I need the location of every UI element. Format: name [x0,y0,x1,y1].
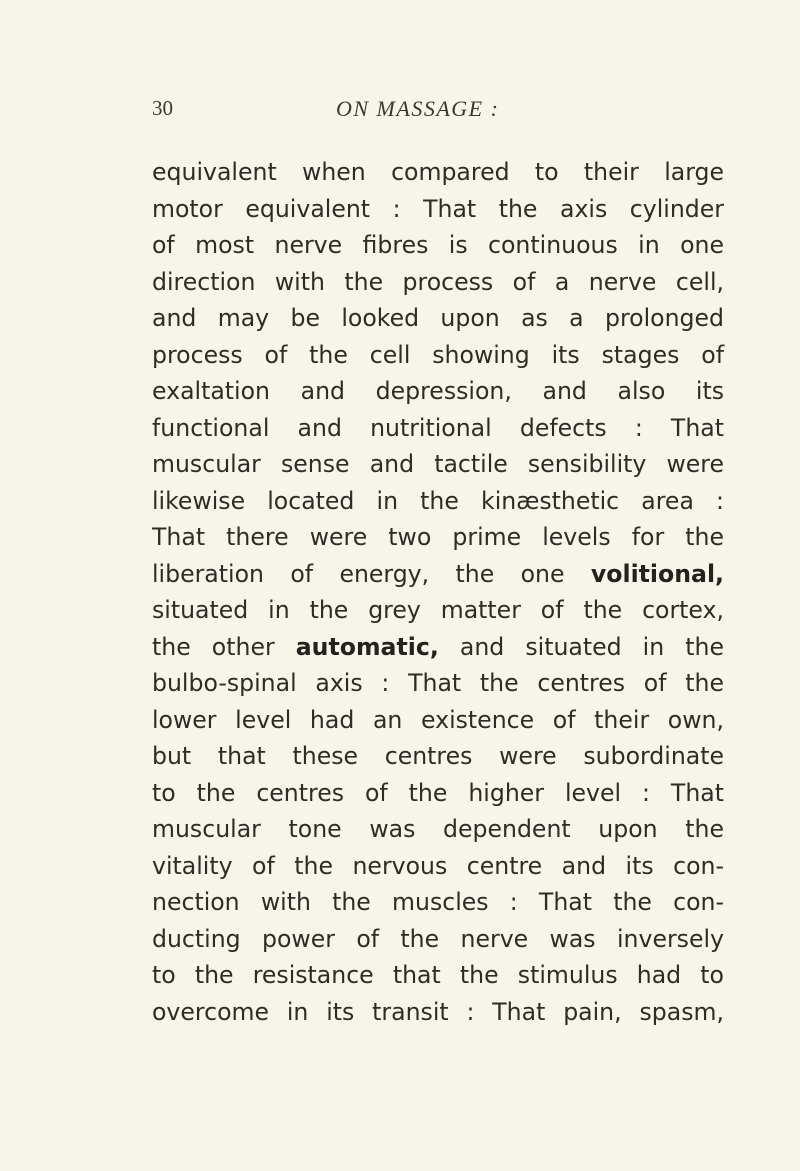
text-segment: liberation of energy, the one [152,559,591,588]
text-line: nection with the muscles : That the con- [152,888,724,916]
text-line: equivalent when compared to their large [152,158,724,186]
text-line-with-bold-term [152,556,724,593]
page-number: 30 [152,96,173,120]
text-line: ducting power of the nerve was inversely [152,924,724,953]
text-line: direction with the process of a nerve cell, [152,267,724,296]
text-line: to the centres of the higher level : That [152,778,724,807]
text-line: That there were two prime levels for the [152,523,724,551]
text-segment: and situated in the [438,632,724,661]
bold-term-volitional: volitional, [590,559,724,588]
text-line: to the resistance that the stimulus had to [152,961,724,989]
text-line: likewise located in the kinæsthetic area : [152,486,724,515]
text-line: bulbo-spinal axis : That the centres of the [152,669,724,697]
text-line: muscular tone was dependent upon the [152,815,724,843]
body-text [152,154,724,1030]
text-line: functional and nutritional defects : That [152,413,724,442]
text-line: exaltation and depression, and also its [152,377,724,405]
text-line: lower level had an existence of their own, [152,705,724,734]
text-line: but that these centres were subordinate [152,742,724,770]
text-line: process of the cell showing its stages of [152,340,724,369]
text-segment: the other [152,632,296,661]
running-head [152,96,712,128]
bold-term-automatic: automatic, [295,632,439,661]
text-line: of most nerve fibres is continuous in one [152,231,724,259]
text-line: situated in the grey matter of the cortex, [152,596,724,624]
text-line: and may be looked upon as a prolonged [152,304,724,332]
text-line: vitality of the nervous centre and its con- [152,851,724,880]
text-line-with-bold-term [152,629,724,666]
running-title: ON MASSAGE : [336,96,500,121]
text-line: muscular sense and tactile sensibility were [152,450,724,478]
text-line: motor equivalent : That the axis cylinder [152,194,724,223]
text-line: overcome in its transit : That pain, spasm, [152,997,724,1026]
